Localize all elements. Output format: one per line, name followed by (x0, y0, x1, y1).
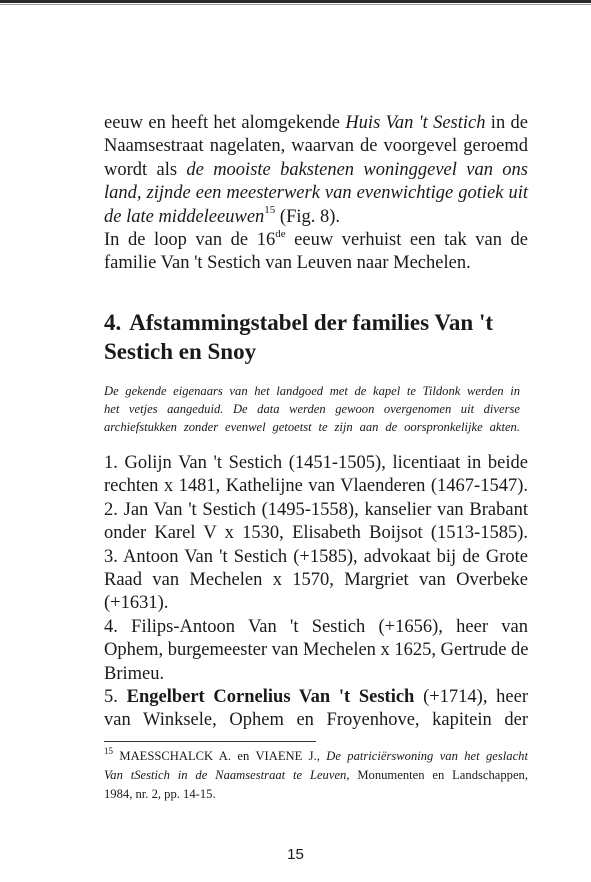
list-item-2-line-1: 2. Jan Van 't Sestich (1495-1558), kanselier van Brabant (104, 499, 528, 520)
list-item-4-line-3: Brimeu. (104, 663, 165, 684)
intro-line-7: familie Van 't Sestich van Leuven naar Mechelen. (104, 253, 471, 274)
intro-paragraph (104, 112, 528, 276)
list-item-5-line-2: van Winksele, Ophem en Froyenhove, kapitein der (104, 710, 528, 731)
list-item-3-line-1: 3. Antoon Van 't Sestich (+1585), advokaat bij de Grote (104, 546, 528, 567)
owner-name-bold: Engelbert Cornelius Van 't Sestich (126, 687, 415, 708)
intro-line-3: wordt als de mooiste bakstenen woninggevel van ons (104, 159, 528, 180)
page-number: 15 (287, 846, 304, 863)
list-item-5-line-1: 5. Engelbert Cornelius Van 't Sestich (+1714), heer (104, 687, 529, 708)
intro-line-2: Naamsestraat nagelaten, waarvan de voorgevel geroemd (104, 136, 528, 157)
section-caption: De gekende eigenaars van het landgoed met de kapel te Tildonk werden in het vetjes aangeduid. De data werden gewoon overgenomen uit diverse archiefstukken zonder evenwel getoetst te zijn aan de oorspronkelijke akten. (104, 384, 520, 434)
intro-line-1: eeuw en heeft het alomgekende Huis Van 't Sestich in de (104, 113, 528, 133)
list-item-3-line-3: (+1631). (104, 593, 169, 614)
section-number: 4. (104, 310, 122, 335)
footnote-line-3: 1984, nr. 2, pp. 14-15. (104, 787, 216, 801)
footnote (104, 747, 528, 804)
genealogy-list (104, 452, 528, 733)
footnote-ref-15: 15 (264, 204, 276, 217)
top-border-line (0, 0, 591, 3)
footnote-line-1: $^{15}$ MAESSCHALCK A. en VIAENE J., De patriciërswoning van het geslacht (104, 745, 528, 763)
list-item-3-line-2: Raad van Mechelen x 1570, Margriet van Overbeke (104, 570, 528, 591)
house-name-italic: Huis Van 't Sestich (345, 113, 486, 133)
footnote-separator (104, 741, 316, 742)
list-item-4-line-2: Ophem, burgemeester van Mechelen x 1625, Gertrude de (104, 640, 529, 661)
list-item-1-line-2: rechten x 1481, Kathelijne van Vlaenderen (1467-1547). (104, 476, 528, 497)
section-heading-line-2: Sestich en Snoy (104, 339, 257, 364)
section-heading (104, 308, 534, 366)
list-item-4-line-1: 4. Filips-Antoon Van 't Sestich (+1656), heer van (104, 616, 528, 637)
section-heading-line-1: 4. Afstammingstabel der families Van 't (104, 310, 493, 335)
intro-line-4: land, zijnde een meesterwerk van evenwichtige gotiek uit (104, 183, 528, 204)
footnote-line-2: Van tSestich in de Naamsestraat te Leuven, Monumenten en Landschappen, (104, 768, 528, 782)
list-item-2-line-2: onder Karel V x 1530, Elisabeth Boijsot (1513-1585). (104, 523, 528, 544)
top-border-line-thin (0, 4, 591, 5)
intro-line-5: de late middeleeuwen$^{15}$ (Fig. 8). (104, 204, 341, 227)
intro-line-6: In de loop van de 16de eeuw verhuist een tak van de (104, 227, 528, 251)
list-item-1-line-1: 1. Golijn Van 't Sestich (1451-1505), licentiaat in beide (104, 453, 528, 473)
